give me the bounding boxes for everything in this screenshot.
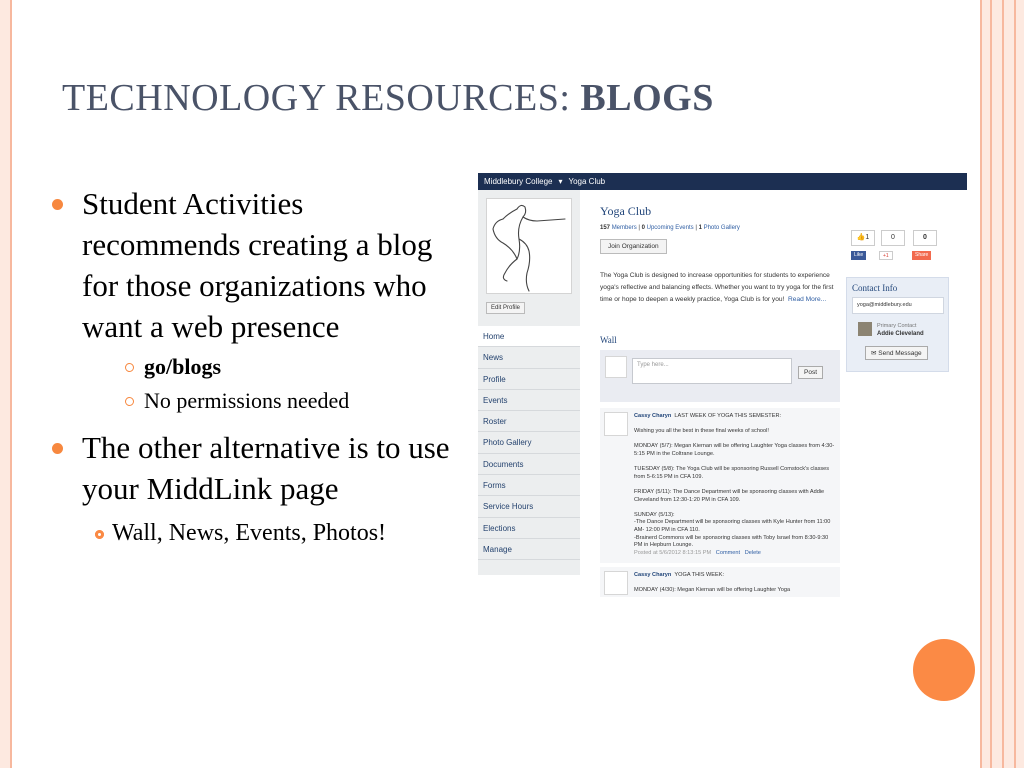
share-counter: 0 — [881, 230, 905, 246]
ring-bullet-icon — [125, 397, 134, 406]
post-timestamp: Posted at 5/6/2012 8:13:15 PM — [634, 549, 712, 556]
sidebar-item-documents[interactable]: Documents — [478, 454, 580, 475]
sub-bullet-item: No permissions needed — [52, 387, 462, 415]
club-link[interactable]: Yoga Club — [568, 177, 606, 186]
comment-link[interactable]: Comment — [715, 549, 741, 556]
college-link[interactable]: Middlebury College — [484, 177, 553, 186]
members-link[interactable]: Members — [611, 225, 637, 231]
organization-stats: 157 Members | 0 Upcoming Events | 1 Photo Gallery — [600, 225, 740, 231]
edit-profile-button[interactable]: Edit Profile — [486, 302, 525, 314]
organization-name: Yoga Club — [600, 204, 652, 218]
primary-contact-label: Primary Contact — [877, 323, 917, 329]
avatar — [604, 571, 628, 595]
google-plus-button[interactable]: +1 — [879, 251, 893, 260]
bullet-dot-icon — [52, 199, 63, 210]
yoga-pose-icon — [487, 199, 573, 295]
slide-title: TECHNOLOGY RESOURCES: BLOGS — [62, 77, 714, 119]
upcoming-events-link[interactable]: Upcoming Events — [646, 225, 694, 231]
sidebar-item-elections[interactable]: Elections — [478, 518, 580, 539]
delete-link[interactable]: Delete — [744, 549, 761, 556]
post-author[interactable]: Cassy Charyn — [634, 572, 672, 578]
sidebar-item-roster[interactable]: Roster — [478, 411, 580, 432]
ring-bullet-icon — [125, 363, 134, 372]
post-button[interactable]: Post — [798, 366, 823, 379]
wall-post-input[interactable]: Type here... — [632, 358, 792, 384]
profile-photo — [486, 198, 572, 294]
send-message-button[interactable]: ✉ Send Message — [865, 346, 928, 360]
bullet-dot-icon — [52, 443, 63, 454]
sidebar-nav — [478, 326, 580, 560]
organization-description: The Yoga Club is designed to increase opportunities for students to experience yoga's reflective and balancing effects. Whether you want to try yoga for the first time or hope to deepen a weekly practice, Yoga Club is for you! Read More... — [600, 272, 834, 303]
sub-bullet-item: go/blogs — [52, 353, 462, 381]
primary-contact-name[interactable]: Addie Cleveland — [877, 331, 924, 337]
sidebar — [478, 190, 580, 575]
wall-composer — [600, 350, 840, 402]
plus-counter: 0 — [913, 230, 937, 246]
sidebar-item-service-hours[interactable]: Service Hours — [478, 496, 580, 517]
envelope-icon: ✉ — [871, 350, 877, 357]
filled-ring-bullet-icon — [95, 530, 104, 539]
top-navigation-bar — [478, 173, 967, 190]
read-more-link[interactable]: Read More... — [788, 296, 827, 303]
bullet-list — [52, 183, 462, 547]
thumbs-up-icon: 👍 — [856, 234, 866, 241]
avatar — [605, 356, 627, 378]
contact-info-panel — [846, 277, 949, 372]
wall-post-text: Cassy Charyn LAST WEEK OF YOGA THIS SEMESTER: Wishing you all the best in these final weeks of school! MONDAY (5/7): Megan Kiernan will be offering Laughter Yoga classes from 4:30-5:15 PM in the Coltrane Lounge. TUESDAY (5/8): The Yoga Club will be sponsoring Russell Comstock's classes from 5-6:15 PM in CFA 109. FRIDAY (5/11): The Dance Department will be sponsoring classes with Addie Cleveland from 12:30-1:20 PM in CFA 109. SUNDAY (5/13): -The Dance Department will be sponsoring classes with Kyle Hunter from 11:00 AM- 12:00 PM in CFA 110. -Brainerd Commons will be sponsoring classes with Toby Israel from 8:30-9:30 PM in Hepburn Lounge. Posted at 5/6/2012 8:13:15 PM Comment Delete — [634, 413, 835, 556]
facebook-like-button[interactable]: Like — [851, 251, 866, 260]
like-counter[interactable]: 👍1 — [851, 230, 875, 246]
chevron-down-icon[interactable]: ▾ — [558, 177, 563, 186]
bullet-item: The other alternative is to use your MiddLink page — [52, 427, 462, 509]
sidebar-item-home[interactable]: Home — [478, 326, 580, 347]
wall-post-text: Cassy Charyn YOGA THIS WEEK: MONDAY (4/30): Megan Kiernan will be offering Laughter Yoga — [634, 572, 791, 594]
sidebar-item-manage[interactable]: Manage — [478, 539, 580, 560]
middlink-screenshot — [478, 173, 967, 594]
sidebar-item-news[interactable]: News — [478, 347, 580, 368]
right-frame-stripes — [980, 0, 1024, 768]
left-frame-stripe — [0, 0, 12, 768]
sidebar-item-events[interactable]: Events — [478, 390, 580, 411]
wall-post — [600, 567, 840, 597]
bullet-item: Student Activities recommends creating a blog for those organizations who want a web presence — [52, 183, 462, 347]
avatar — [604, 412, 628, 436]
post-author[interactable]: Cassy Charyn — [634, 413, 672, 419]
share-button[interactable]: Share — [912, 251, 931, 260]
primary-contact-avatar — [858, 322, 872, 336]
contact-info-title: Contact Info — [852, 283, 898, 293]
sidebar-item-profile[interactable]: Profile — [478, 369, 580, 390]
photo-gallery-link[interactable]: Photo Gallery — [703, 225, 740, 231]
sidebar-item-photo-gallery[interactable]: Photo Gallery — [478, 432, 580, 453]
sidebar-item-forms[interactable]: Forms — [478, 475, 580, 496]
join-organization-button[interactable]: Join Organization — [600, 239, 667, 254]
wall-heading: Wall — [600, 335, 617, 345]
wall-post — [600, 408, 840, 563]
decorative-circle — [913, 639, 975, 701]
contact-email[interactable]: yoga@middlebury.edu — [852, 297, 944, 314]
sub-bullet-item: Wall, News, Events, Photos! — [52, 519, 462, 547]
